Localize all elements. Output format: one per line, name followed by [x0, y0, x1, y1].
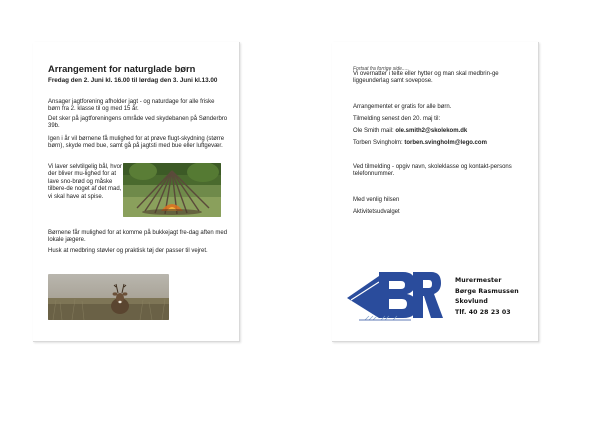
buck-hunt-paragraph: Børnene får mulighed for at komme på bukkejagt fre-dag aften med lokale jægere. — [48, 230, 228, 244]
intro-paragraph: Ansager jagtforening afholder jagt - og naturdage for alle friske børn fra 2. klasse til og med 15 år. — [48, 99, 215, 113]
campfire-paragraph: Vi laver selvtilgelig bål, hvor der bliver mu-lighed for at lave sno-brød og måske tilbere-de noget af det mad, vi skal have at spise. — [48, 164, 122, 200]
contact-torben-label: Torben Svingholm: — [353, 140, 405, 146]
contact-ole — [353, 128, 533, 135]
sponsor-logo — [345, 270, 443, 322]
contact-ole-email[interactable]: ole.smith2@skolekom.dk — [395, 128, 468, 134]
overnight-paragraph: Vi overnatter i telte eller hytter og man skal medbrin-ge liggeunderlag samt sovepose. — [353, 71, 499, 85]
sponsor-line-4: Tlf. 40 28 23 03 — [455, 308, 511, 316]
continued-label: Fortsat fra forrige side..... — [353, 66, 409, 72]
deadline-paragraph: Tilmelding senest den 20. maj til: — [353, 116, 441, 122]
activities-paragraph: Igen i år vil børnene få mulighed for at prøve flugt-skydning (større børn), skyde med bue, samt gå på jagtsti med bue eller luftgevær. — [48, 136, 225, 150]
signature: Aktivitetsudvalget — [353, 209, 400, 215]
sponsor-line-1: Murermester — [455, 277, 502, 284]
contact-torben — [353, 140, 533, 147]
left-page — [33, 42, 240, 342]
sponsor-line-2: Børge Rasmussen — [455, 287, 519, 295]
page-title: Arrangement for naturglade børn — [48, 63, 196, 74]
contact-ole-label: Ole Smith mail: — [353, 128, 396, 134]
sponsor-line-3: Skovlund — [455, 298, 488, 305]
free-paragraph: Arrangementet er gratis for alle børn. — [353, 104, 452, 110]
campfire-photo — [123, 163, 221, 217]
deer-photo — [48, 274, 169, 320]
sponsor-info — [455, 276, 519, 318]
right-page — [332, 42, 539, 342]
contact-torben-email[interactable]: torben.svingholm@lego.com — [404, 140, 487, 146]
event-dates: Fredag den 2. Juni kl. 16.00 til lørdag den 3. Juni kl.13.00 — [48, 77, 218, 84]
location-paragraph: Det sker på jagtforeningens område ved skydebanen på Sønderbro 39b. — [48, 116, 228, 130]
signup-info-paragraph: Ved tilmelding - opgiv navn, skoleklasse og kontakt-persons telefonnummer. — [353, 164, 512, 178]
greeting: Med venlig hilsen — [353, 197, 400, 203]
bring-paragraph: Husk at medbring støvler og praktisk tøj der passer til vejret. — [48, 248, 208, 254]
